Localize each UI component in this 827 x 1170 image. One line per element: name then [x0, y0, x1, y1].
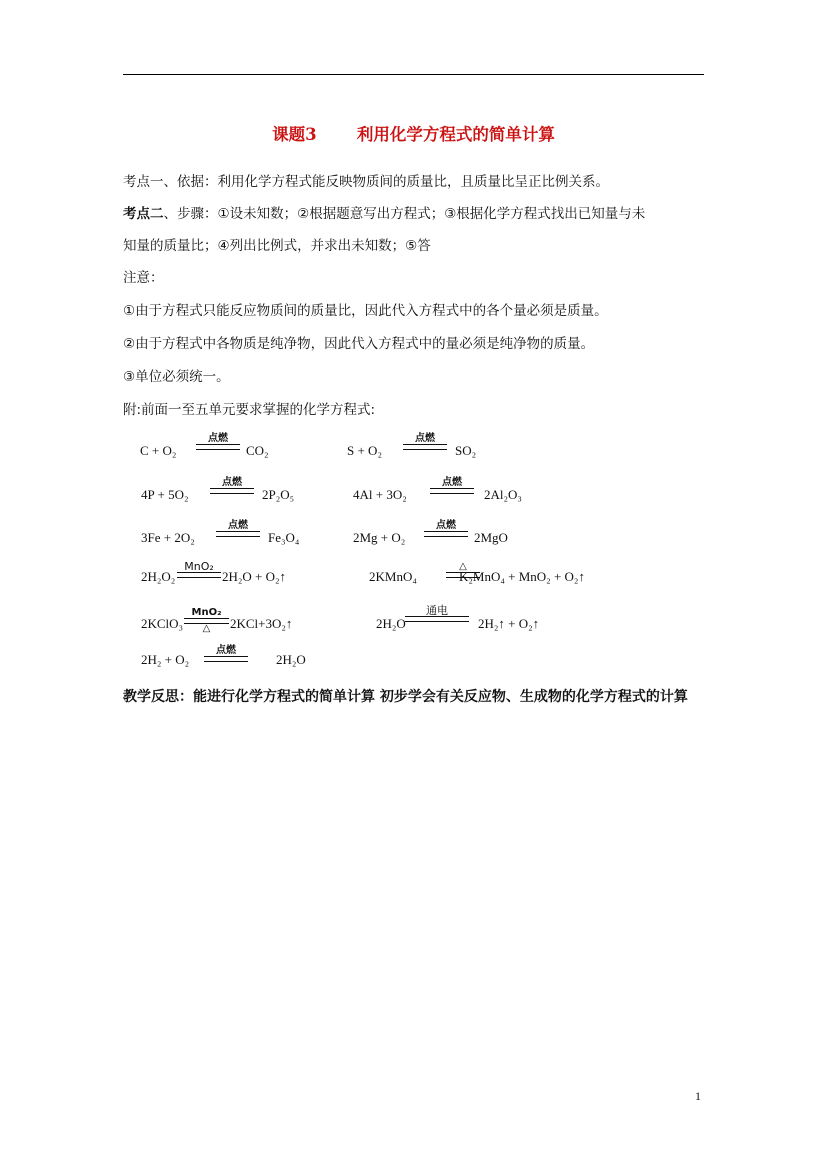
kaodian-2-text: 、步骤：①设未知数；②根据题意写出方程式；③根据化学方程式找出已知量与未 — [163, 206, 646, 222]
eq2-condition — [403, 433, 447, 450]
header-rule — [123, 74, 704, 75]
eq9-reactants: 2KClO₃ — [141, 616, 184, 631]
eq11-condition — [204, 645, 248, 662]
appendix-heading: 附:前面一至五单元要求掌握的化学方程式: — [123, 402, 376, 418]
eq4-condition — [430, 477, 474, 494]
page-title: 课题3 利用化学方程式的简单计算 — [272, 125, 555, 144]
ignite-label: 点燃 — [228, 520, 248, 531]
eq10-condition — [405, 605, 469, 622]
kaodian-2-line-2: 知量的质量比；④列出比例式，并求出未知数；⑤答 — [123, 238, 431, 254]
eq7-products: 2H₂O + O₂↑ — [222, 569, 287, 584]
mno2-label: MnO₂ — [184, 560, 214, 573]
eq1-reactants: C + O₂ — [140, 443, 177, 458]
equals-bars — [216, 531, 260, 537]
ignite-label: 点燃 — [436, 520, 456, 531]
eq5-products: Fe₃O₄ — [268, 530, 300, 545]
equals-bars — [430, 488, 474, 494]
ignite-label: 点燃 — [208, 433, 228, 444]
eq5-reactants: 3Fe + 2O₂ — [141, 530, 195, 545]
eq1-products: CO₂ — [246, 443, 269, 458]
eq6-reactants: 2Mg + O₂ — [353, 530, 406, 545]
eq6-condition — [424, 520, 468, 537]
eq6-products: 2MgO — [474, 530, 508, 545]
ignite-label: 点燃 — [442, 477, 462, 488]
equals-bars — [210, 488, 254, 494]
eq10-products: 2H₂↑ + O₂↑ — [478, 616, 540, 631]
eq8-products: K₂MnO₄ + MnO₂ + O₂↑ — [459, 569, 585, 584]
ignite-label: 点燃 — [222, 477, 242, 488]
eq11-products: 2H₂O — [276, 652, 306, 667]
eq2-reactants: S + O₂ — [347, 443, 382, 458]
equals-bars — [196, 444, 240, 450]
note-1: ①由于方程式只能反应物质间的质量比，因此代入方程式中的各个量必须是质量。 — [123, 303, 608, 319]
eq9-condition — [184, 607, 229, 634]
ignite-label: 点燃 — [415, 433, 435, 444]
note-2: ②由于方程式中各物质是纯净物，因此代入方程式中的量必须是纯净物的质量。 — [123, 336, 595, 352]
page-number: 1 — [695, 1089, 701, 1103]
equals-bars — [424, 531, 468, 537]
eq8-reactants: 2KMnO₄ — [369, 569, 417, 584]
heat-label: △ — [202, 623, 211, 634]
eq5-condition — [216, 520, 260, 537]
heat-label: △ — [459, 561, 467, 572]
eq3-condition — [210, 477, 254, 494]
eq4-products: 2Al₂O₃ — [484, 487, 522, 502]
teaching-reflection: 教学反思：能进行化学方程式的简单计算 初步学会有关反应物、生成物的化学方程式的计算 — [123, 689, 688, 705]
note-3: ③单位必须统一。 — [123, 369, 230, 385]
mno2-label: MnO₂ — [191, 607, 222, 618]
eq10-reactants: 2H₂O — [376, 616, 406, 631]
eq4-reactants: 4Al + 3O₂ — [353, 487, 407, 502]
equals-bars — [204, 656, 248, 662]
eq9-products: 2KCl+3O₂↑ — [230, 616, 293, 631]
kaodian-2-line-1 — [123, 204, 645, 224]
eq7-condition — [177, 561, 221, 578]
eq7-reactants: 2H₂O₂ — [141, 569, 176, 584]
eq1-condition — [196, 433, 240, 450]
eq2-products: SO₂ — [455, 443, 477, 458]
kaodian-1: 考点一、依据：利用化学方程式能反映物质间的质量比，且质量比呈正比例关系。 — [123, 174, 609, 190]
note-title: 注意： — [123, 270, 164, 286]
eq3-products: 2P₂O₅ — [262, 487, 295, 502]
electrolysis-label: 通电 — [426, 604, 448, 617]
equals-bars — [403, 444, 447, 450]
kaodian-2-label: 考点二 — [123, 206, 164, 222]
eq3-reactants: 4P + 5O₂ — [141, 487, 189, 502]
ignite-label: 点燃 — [216, 645, 236, 656]
eq11-reactants: 2H₂ + O₂ — [141, 652, 190, 667]
